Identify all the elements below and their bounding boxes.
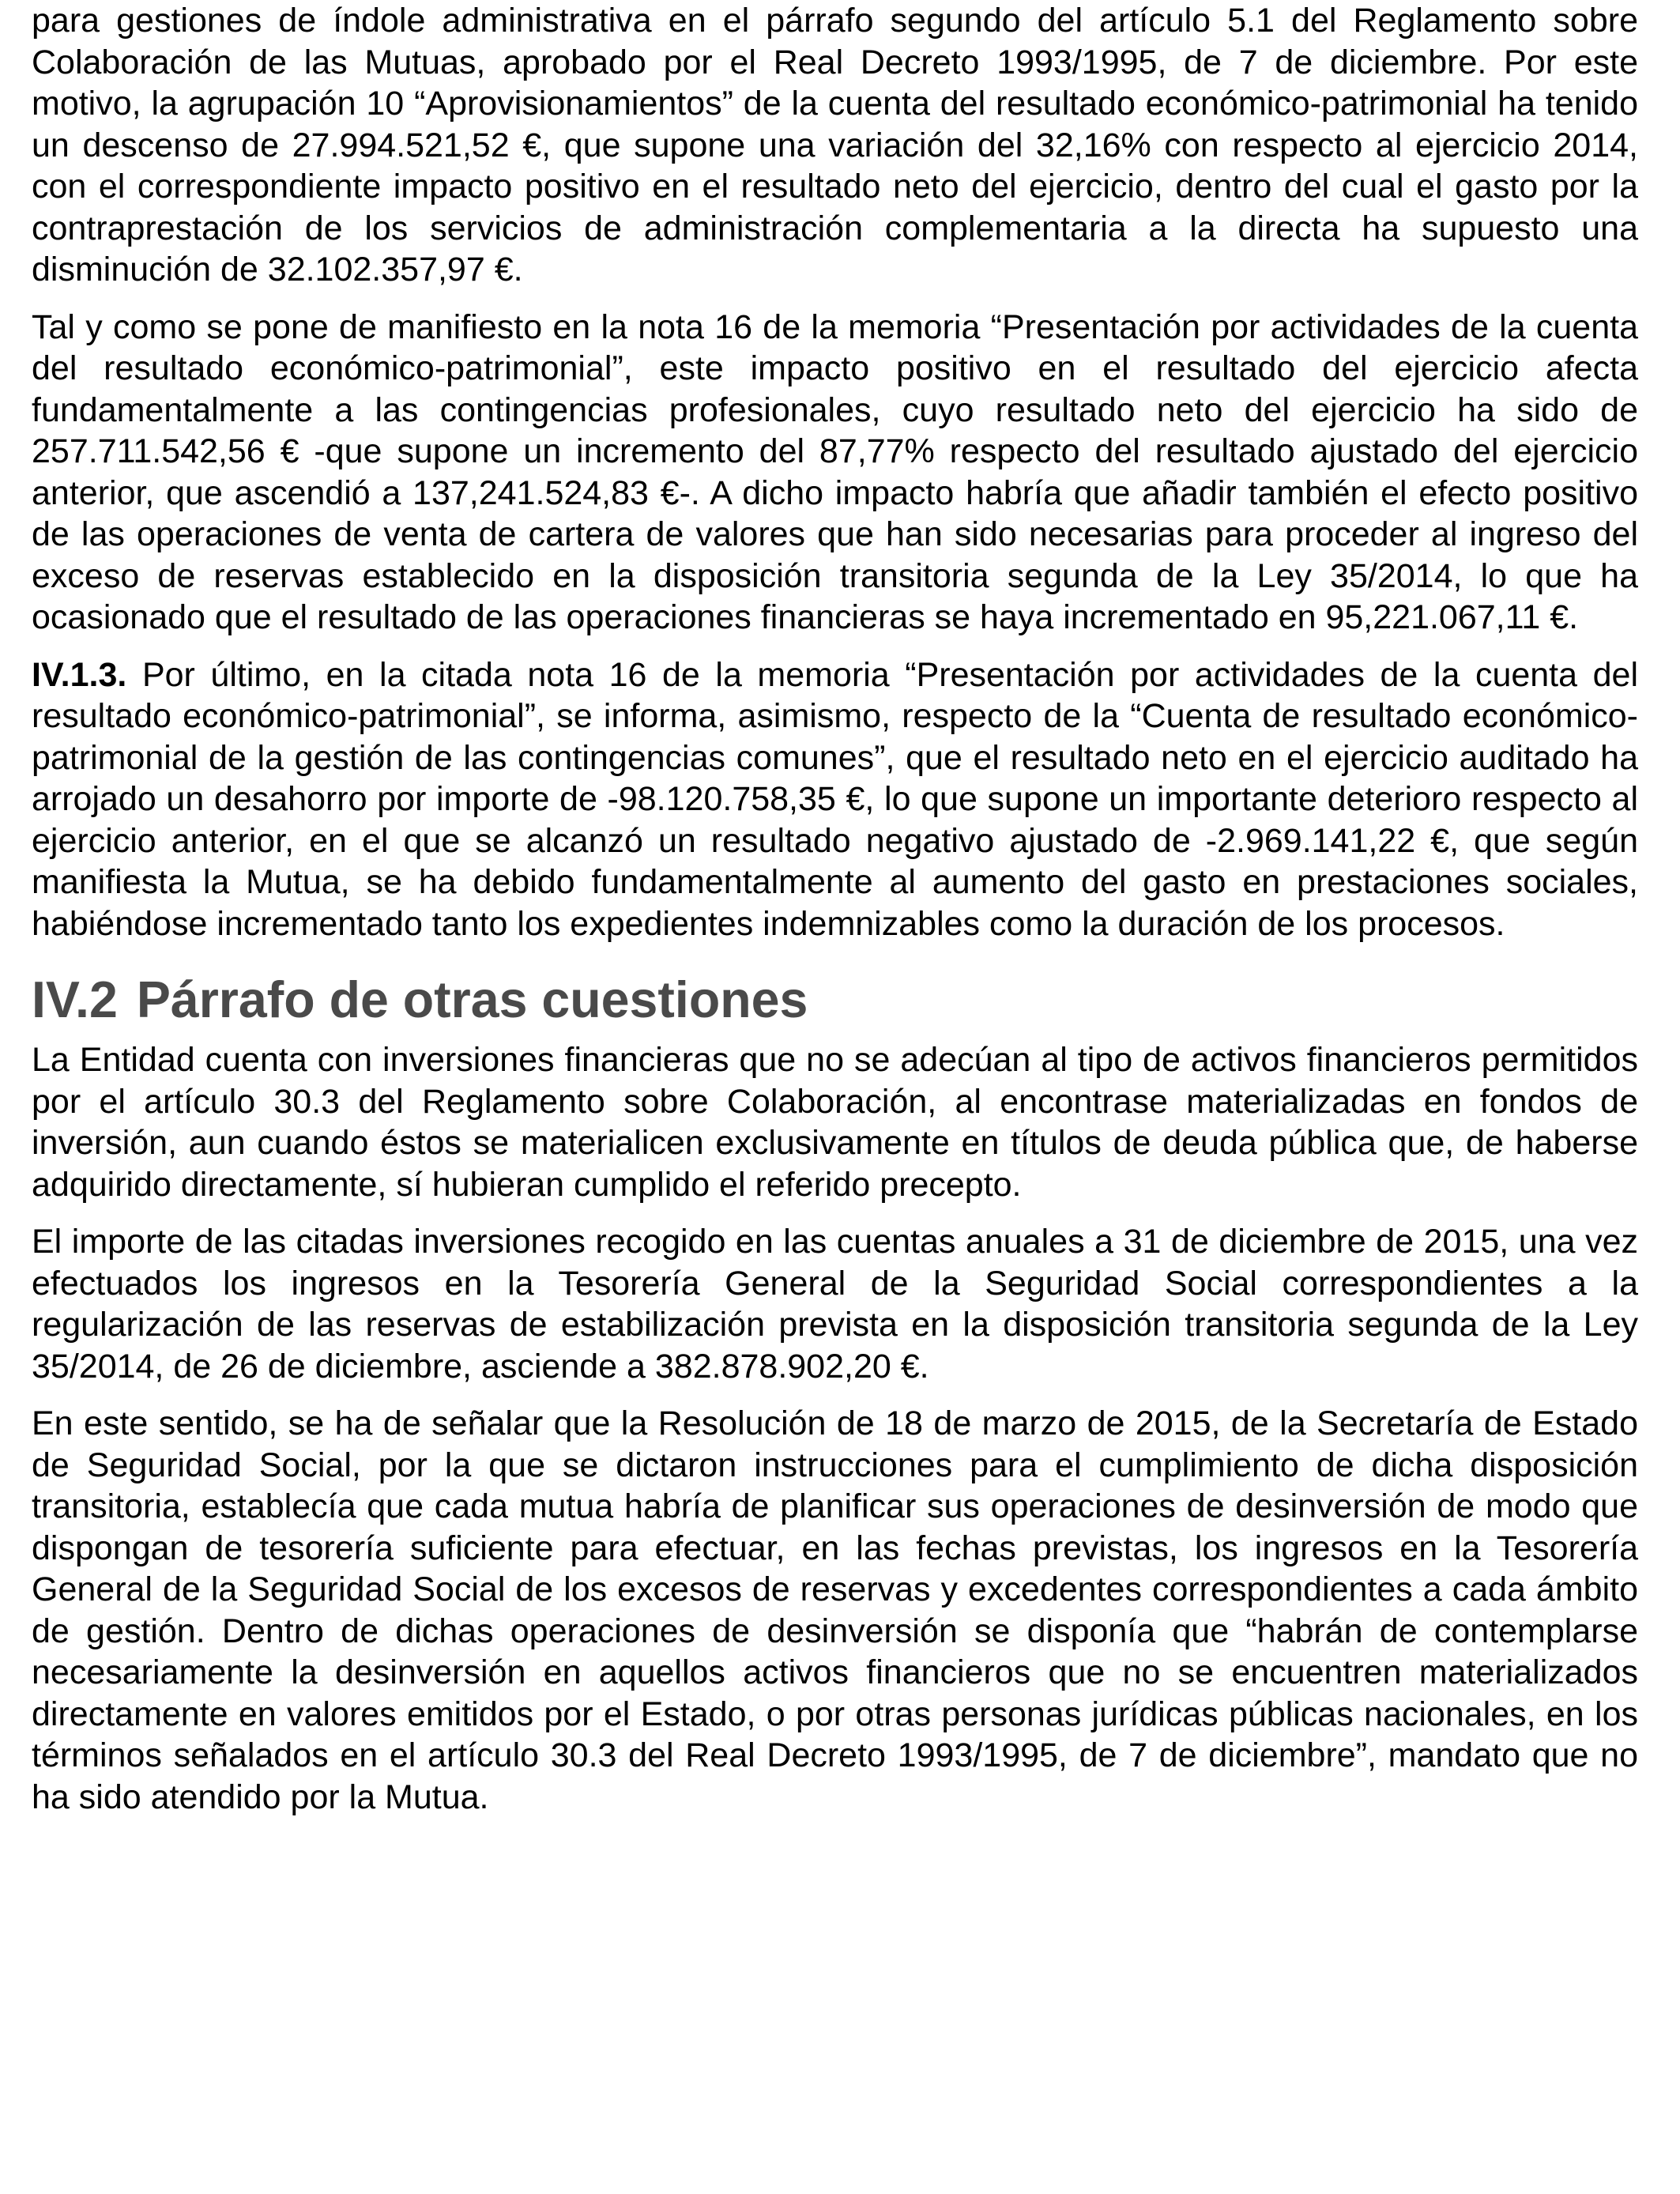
section-heading-number: IV.2 <box>32 971 118 1028</box>
paragraph-contingencias-comunes-text: Por último, en la citada nota 16 de la memoria “Presentación por actividades de la cuenta del resultado económico-patrimonial”, se informa, asimismo, respecto de la “Cuenta de resultado económico-patrimonial de la gestión de las contingencias comunes”, que el resultado neto en el ejercicio auditado ha arrojado un desahorro por importe de -98.120.758,35 €, lo que supone un importante deterioro respecto al ejercicio anterior, en el que se alcanzó un resultado negativo ajustado de -2.969.141,22 €, que según manifiesta la Mutua, se ha debido fundamentalmente al aumento del gasto en prestaciones sociales, habiéndose incrementado tanto los expedientes indemnizables como la duración de los procesos. <box>32 655 1638 943</box>
document-page <box>32 0 1638 1818</box>
paragraph-contingencias-comunes <box>32 654 1638 945</box>
section-heading-iv-2 <box>32 971 1638 1028</box>
section-label-iv-1-3: IV.1.3. <box>32 655 127 694</box>
paragraph-aprovisionamientos: para gestiones de índole administrativa en el párrafo segundo del artículo 5.1 del Reglamento sobre Colaboración de las Mutuas, aprobado por el Real Decreto 1993/1995, de 7 de diciembre. Por este motivo, la agrupación 10 “Aprovisionamientos” de la cuenta del resultado económico-patrimonial ha tenido un descenso de 27.994.521,52 €, que supone una variación del 32,16% con respecto al ejercicio 2014, con el correspondiente impacto positivo en el resultado neto del ejercicio, dentro del cual el gasto por la contraprestación de los servicios de administración complementaria a la directa ha supuesto una disminución de 32.102.357,97 €. <box>32 2 1638 288</box>
paragraph-inversiones-financieras: La Entidad cuenta con inversiones financieras que no se adecúan al tipo de activos financieros permitidos por el artículo 30.3 del Reglamento sobre Colaboración, al encontrase materializadas en fondos de inversión, aun cuando éstos se materialicen exclusivamente en títulos de deuda pública que, de haberse adquirido directamente, sí hubieran cumplido el referido precepto. <box>32 1041 1638 1204</box>
section-heading-title: Párrafo de otras cuestiones <box>136 971 808 1028</box>
paragraph-importe-inversiones: El importe de las citadas inversiones recogido en las cuentas anuales a 31 de diciembre de 2015, una vez efectuados los ingresos en la Tesorería General de la Seguridad Social correspondientes a la regularización de las reservas de estabilización prevista en la disposición transitoria segunda de la Ley 35/2014, de 26 de diciembre, asciende a 382.878.902,20 €. <box>32 1223 1638 1385</box>
paragraph-resolucion-secretaria: En este sentido, se ha de señalar que la Resolución de 18 de marzo de 2015, de la Secretaría de Estado de Seguridad Social, por la que se dictaron instrucciones para el cumplimiento de dicha disposición transitoria, establecía que cada mutua habría de planificar sus operaciones de desinversión de modo que dispongan de tesorería suficiente para efectuar, en las fechas previstas, los ingresos en la Tesorería General de la Seguridad Social de los excesos de reservas y excedentes correspondientes a cada ámbito de gestión. Dentro de dichas operaciones de desinversión se disponía que “habrán de contemplarse necesariamente la desinversión en aquellos activos financieros que no se encuentren materializados directamente en valores emitidos por el Estado, o por otras personas jurídicas públicas nacionales, en los términos señalados en el artículo 30.3 del Real Decreto 1993/1995, de 7 de diciembre”, mandato que no ha sido atendido por la Mutua. <box>32 1404 1638 1816</box>
paragraph-contingencias-profesionales: Tal y como se pone de manifiesto en la nota 16 de la memoria “Presentación por actividades de la cuenta del resultado económico-patrimonial”, este impacto positivo en el resultado del ejercicio afecta fundamentalmente a las contingencias profesionales, cuyo resultado neto del ejercicio ha sido de 257.711.542,56 € -que supone un incremento del 87,77% respecto del resultado ajustado del ejercicio anterior, que ascendió a 137,241.524,83 €-. A dicho impacto habría que añadir también el efecto positivo de las operaciones de venta de cartera de valores que han sido necesarias para proceder al ingreso del exceso de reservas establecido en la disposición transitoria segunda de la Ley 35/2014, lo que ha ocasionado que el resultado de las operaciones financieras se haya incrementado en 95,221.067,11 €. <box>32 307 1638 636</box>
